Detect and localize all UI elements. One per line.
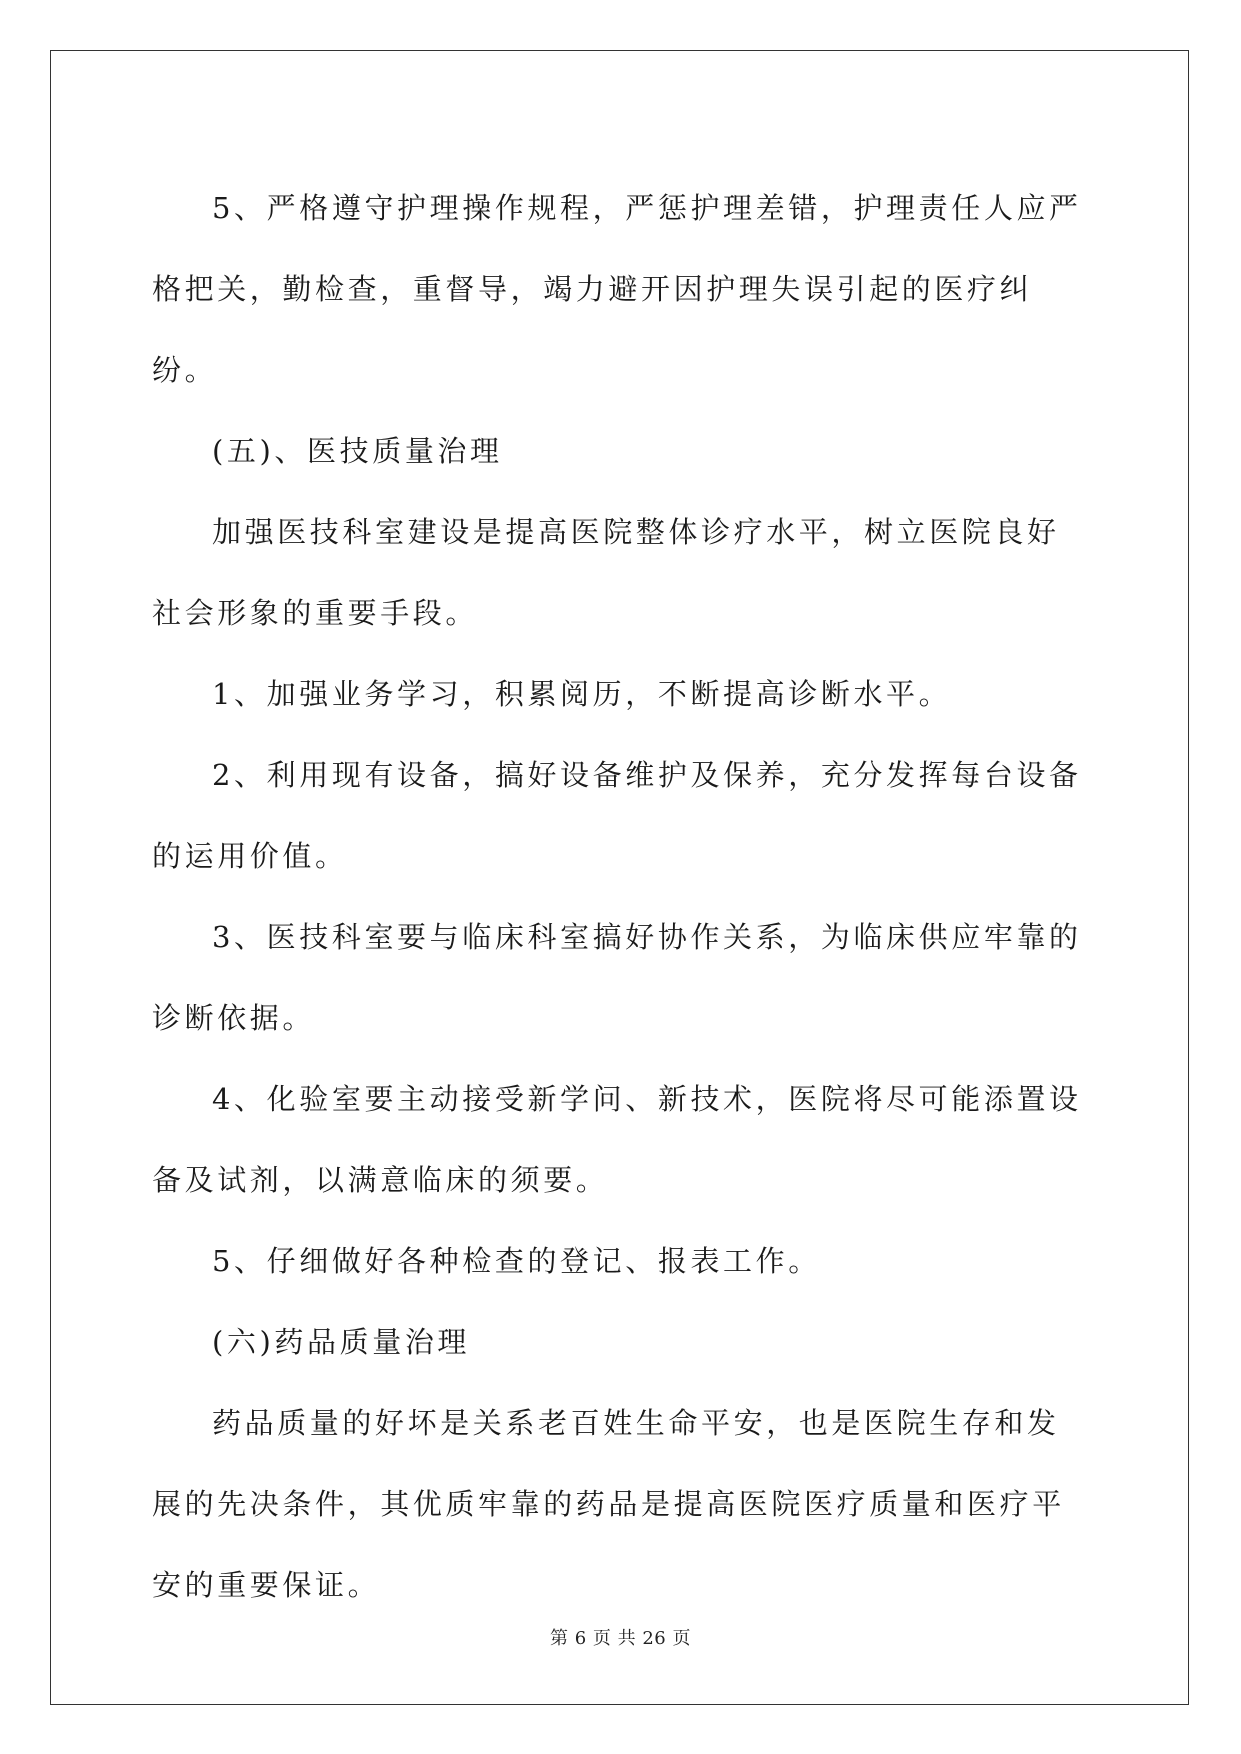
paragraph-nursing-item-5: 5、严格遵守护理操作规程，严惩护理差错，护理责任人应严格把关，勤检查，重督导，竭力避开因护理失误引起的医疗纠纷。 bbox=[152, 191, 1082, 387]
paragraph-medtech-item-5: 5、仔细做好各种检查的登记、报表工作。 bbox=[212, 1244, 821, 1278]
paragraph-medtech-item-2: 2、利用现有设备，搞好设备维护及保养，充分发挥每台设备的运用价值。 bbox=[152, 758, 1082, 873]
paragraph-medtech-item-4: 4、化验室要主动接受新学问、新技术，医院将尽可能添置设备及试剂，以满意临床的须要。 bbox=[152, 1082, 1082, 1197]
section-heading-medical-technology: (五)、医技质量治理 bbox=[212, 434, 503, 468]
paragraph-medtech-item-1: 1、加强业务学习，积累阅历，不断提高诊断水平。 bbox=[212, 677, 952, 711]
paragraph-drug-quality-intro: 药品质量的好坏是关系老百姓生命平安，也是医院生存和发展的先决条件，其优质牢靠的药品是提高医院医疗质量和医疗平安的重要保证。 bbox=[152, 1406, 1065, 1602]
paragraph-medtech-intro: 加强医技科室建设是提高医院整体诊疗水平，树立医院良好社会形象的重要手段。 bbox=[152, 515, 1060, 630]
document-body bbox=[152, 168, 1092, 1626]
paragraph-medtech-item-3: 3、医技科室要与临床科室搞好协作关系，为临床供应牢靠的诊断依据。 bbox=[152, 920, 1082, 1035]
section-heading-drug-quality: (六)药品质量治理 bbox=[212, 1325, 471, 1359]
page-number-footer: 第 6 页 共 26 页 bbox=[550, 1628, 691, 1649]
